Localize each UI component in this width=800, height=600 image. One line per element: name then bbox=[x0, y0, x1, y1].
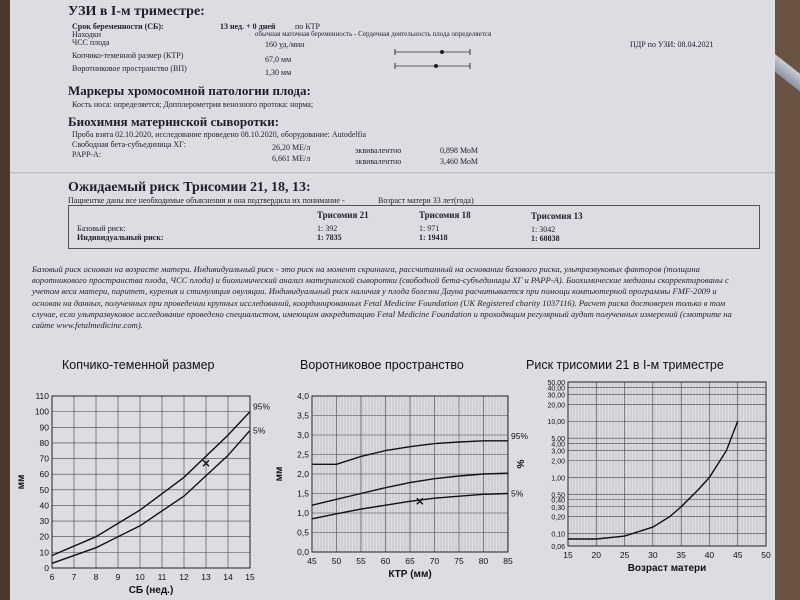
x-tick-label: 75 bbox=[454, 556, 464, 566]
y-tick-label: 1,00 bbox=[551, 475, 565, 483]
paper-fold bbox=[10, 172, 775, 175]
x-axis-label: Возраст матери bbox=[627, 563, 707, 574]
x-axis-label: КТР (мм) bbox=[388, 569, 432, 580]
y-tick-label: 110 bbox=[35, 391, 49, 401]
measurement-point bbox=[417, 498, 423, 504]
series-line-0 bbox=[52, 412, 250, 556]
biochem-hcg-value: 26,20 МЕ/л bbox=[272, 143, 311, 152]
x-tick-label: 65 bbox=[405, 556, 415, 566]
series-label-2: 5% bbox=[511, 488, 524, 499]
x-tick-label: 12 bbox=[179, 572, 189, 582]
y-tick-label: 70 bbox=[39, 453, 49, 464]
y-tick-label: 5,00 bbox=[551, 436, 565, 444]
y-tick-label: 0,0 bbox=[297, 547, 309, 557]
y-tick-label: 4,00 bbox=[551, 441, 565, 449]
row-ga-label: Срок беременности (СБ): bbox=[72, 22, 164, 31]
biochem-pappa-label: PAPP-A: bbox=[72, 150, 102, 159]
x-tick-label: 70 bbox=[429, 556, 440, 566]
markers-title: Маркеры хромосомной патологии плода: bbox=[68, 83, 311, 98]
risk-base-t18: 1: 971 bbox=[419, 224, 440, 233]
y-tick-label: 2,0 bbox=[297, 469, 309, 479]
x-tick-label: 11 bbox=[157, 572, 167, 582]
x-tick-label: 15 bbox=[245, 572, 255, 582]
y-axis-label: мм bbox=[16, 474, 27, 490]
t21-risk-chart bbox=[510, 370, 775, 600]
y-tick-label: 50,00 bbox=[547, 380, 565, 387]
explanation-paragraph: Базовый риск основан на возрасте матери. Индивидуальный риск - это риск на момент скрининга, рассчитанный на основании базового риска, ультразвуковых факторов (толщина воротникового пространства плода, ЧСС плода) и биохимический анализ материнской сыворотки (свободной бета-субъединицы ХГ и PAPP-A). Биохимические медианы скорректированы с учетом веса матери, паритет, курения и стимуляция овуляции. Индивидуальный риск наличия у плода болезни Дауна расчитывается при помощи компьютерной программы FMF-2009 и основан на данных, полученных при проведении крупных исследований, координированных Fetal Medicine Foundation (UK Registered charity 1037116). Расчет риска достоверен только в том случае, если ультразвуковое исследование проведено специалистом, имеющим аккредитацию Fetal Medicine Foundation и проходящим регулярный аудит полученных измерений (смотрите на сайте www.fetalmedicine.com). bbox=[32, 264, 732, 331]
y-tick-label: 30 bbox=[39, 516, 49, 527]
row-crl-value: 67,0 мм bbox=[265, 55, 292, 64]
x-tick-label: 45 bbox=[307, 556, 317, 566]
x-tick-label: 50 bbox=[331, 556, 342, 566]
y-tick-label: 4,0 bbox=[297, 391, 309, 401]
y-tick-label: 3,0 bbox=[297, 430, 309, 440]
risk-col-t13: Трисомия 13 bbox=[531, 211, 583, 221]
series-label-0: 95% bbox=[253, 401, 271, 412]
y-tick-label: 0 bbox=[44, 563, 49, 573]
y-axis-label: % bbox=[516, 459, 527, 469]
y-tick-label: 0,5 bbox=[297, 527, 309, 538]
biochem-title: Биохимия материнской сыворотки: bbox=[68, 114, 280, 129]
y-tick-label: 3,5 bbox=[297, 410, 309, 421]
biochem-pappa-value: 6,661 МЕ/л bbox=[272, 154, 311, 163]
x-tick-label: 6 bbox=[49, 572, 55, 582]
y-tick-label: 30,00 bbox=[547, 392, 565, 400]
y-tick-label: 50 bbox=[39, 484, 49, 495]
x-tick-label: 50 bbox=[761, 550, 771, 560]
y-tick-label: 20,00 bbox=[547, 402, 565, 410]
risk-col-t18: Трисомия 18 bbox=[419, 210, 471, 220]
biochem-pappa-eq: эквивалентно bbox=[355, 157, 402, 166]
x-tick-label: 45 bbox=[732, 550, 743, 560]
risk-base-t21: 1: 392 bbox=[317, 224, 338, 233]
y-tick-label: 1,0 bbox=[297, 508, 309, 518]
x-tick-label: 10 bbox=[135, 572, 145, 582]
x-tick-label: 85 bbox=[503, 556, 513, 566]
x-tick-label: 30 bbox=[648, 550, 658, 560]
y-tick-label: 1,5 bbox=[297, 488, 309, 499]
y-axis-label: мм bbox=[274, 466, 285, 482]
risk-ind-t18: 1: 19418 bbox=[419, 233, 448, 242]
chart2-title: Воротниковое пространство bbox=[300, 358, 464, 372]
y-tick-label: 0,30 bbox=[551, 504, 565, 512]
risk-ind-t13: 1: 60838 bbox=[531, 234, 560, 243]
risk-note: Пациентке даны все необходимые объяснения и она подтвердила их понимание - bbox=[68, 196, 345, 205]
x-tick-label: 14 bbox=[223, 572, 233, 582]
markers-text: Кость носа: определяется; Допплерометрия венозного протока: норма; bbox=[72, 100, 314, 109]
y-tick-label: 80 bbox=[39, 437, 49, 448]
x-axis-label: СБ (нед.) bbox=[128, 585, 174, 596]
risk-ind-t21: 1: 7835 bbox=[317, 233, 342, 242]
x-tick-label: 40 bbox=[704, 550, 715, 560]
x-tick-label: 9 bbox=[115, 572, 121, 582]
chart1-title: Копчико-теменной размер bbox=[62, 358, 215, 372]
y-tick-label: 0,06 bbox=[551, 544, 565, 551]
document-page bbox=[10, 0, 775, 600]
biochem-hcg-mom: 0,898 МоМ bbox=[440, 146, 479, 155]
y-tick-label: 60 bbox=[39, 469, 49, 480]
row-ga-value: 13 нед. + 0 дней bbox=[220, 22, 276, 31]
y-tick-label: 3,00 bbox=[551, 448, 565, 456]
y-tick-label: 0,20 bbox=[551, 514, 565, 522]
y-tick-label: 0,10 bbox=[551, 531, 565, 539]
risk-base-t13: 1: 3042 bbox=[531, 225, 556, 234]
biochem-pappa-mom: 3,460 МоМ bbox=[440, 157, 479, 166]
ultrasound-title: УЗИ в I-м триместре: bbox=[68, 4, 205, 19]
y-tick-label: 10,00 bbox=[547, 419, 565, 427]
y-tick-label: 40 bbox=[39, 500, 49, 511]
biochem-hcg-eq: эквивалентно bbox=[355, 146, 402, 155]
risk-base-label: Базовый риск: bbox=[77, 224, 126, 233]
row-findings-label: Находки bbox=[72, 30, 102, 39]
biochem-hcg-label: Свободная бета-субъединица ХГ: bbox=[72, 140, 186, 149]
y-tick-label: 2,00 bbox=[551, 458, 565, 466]
risk-table bbox=[68, 205, 760, 249]
x-tick-label: 25 bbox=[619, 550, 630, 560]
y-tick-label: 2,5 bbox=[297, 449, 309, 460]
y-tick-label: 100 bbox=[34, 406, 49, 417]
measurement-range-markers bbox=[390, 46, 480, 76]
risk-ind-label: Индивидуальный риск: bbox=[77, 233, 164, 242]
y-tick-label: 10 bbox=[39, 547, 49, 558]
row-nt-label: Воротниковое пространство (ВП) bbox=[72, 64, 187, 73]
y-tick-label: 40,00 bbox=[547, 385, 565, 393]
risk-age: Возраст матери 33 лет(года) bbox=[378, 196, 474, 205]
x-tick-label: 60 bbox=[380, 556, 391, 566]
x-tick-label: 13 bbox=[201, 572, 211, 582]
y-tick-label: 20 bbox=[39, 531, 49, 542]
pdr-date: ПДР по УЗИ: 08.04.2021 bbox=[630, 40, 714, 49]
y-tick-label: 0,50 bbox=[551, 492, 565, 500]
risk-title: Ожидаемый риск Трисомии 21, 18, 13: bbox=[68, 180, 311, 195]
row-findings-value: обычная маточная беременность - Сердечная деятельность плода определяется bbox=[255, 30, 492, 38]
x-tick-label: 20 bbox=[591, 550, 602, 560]
x-tick-label: 35 bbox=[676, 550, 686, 560]
risk-col-t21: Трисомия 21 bbox=[317, 210, 369, 220]
chart3-title: Риск трисомии 21 в I-м триместре bbox=[526, 358, 724, 372]
x-tick-label: 80 bbox=[478, 556, 489, 566]
nt-chart bbox=[268, 370, 533, 600]
x-tick-label: 55 bbox=[356, 556, 366, 566]
biochem-sample-line: Проба взята 02.10.2020, исследование проведено 08.10.2020, оборудование: Autodelfia bbox=[72, 130, 367, 139]
row-ga-extra: по КТР bbox=[295, 22, 320, 31]
row-hr-label: ЧСС плода bbox=[72, 38, 110, 47]
row-crl-label: Копчико-теменной размер (КТР) bbox=[72, 51, 184, 60]
x-tick-label: 7 bbox=[71, 572, 77, 582]
crl-chart bbox=[10, 370, 280, 600]
y-tick-label: 90 bbox=[39, 422, 49, 433]
y-tick-label: 0,40 bbox=[551, 497, 565, 505]
x-tick-label: 15 bbox=[563, 550, 573, 560]
row-nt-value: 1,30 мм bbox=[265, 68, 292, 77]
series-label-1: 5% bbox=[253, 425, 266, 436]
row-hr-value: 160 уд./мин bbox=[265, 40, 305, 49]
x-tick-label: 8 bbox=[93, 572, 99, 582]
series-label-0: 95% bbox=[511, 430, 529, 441]
